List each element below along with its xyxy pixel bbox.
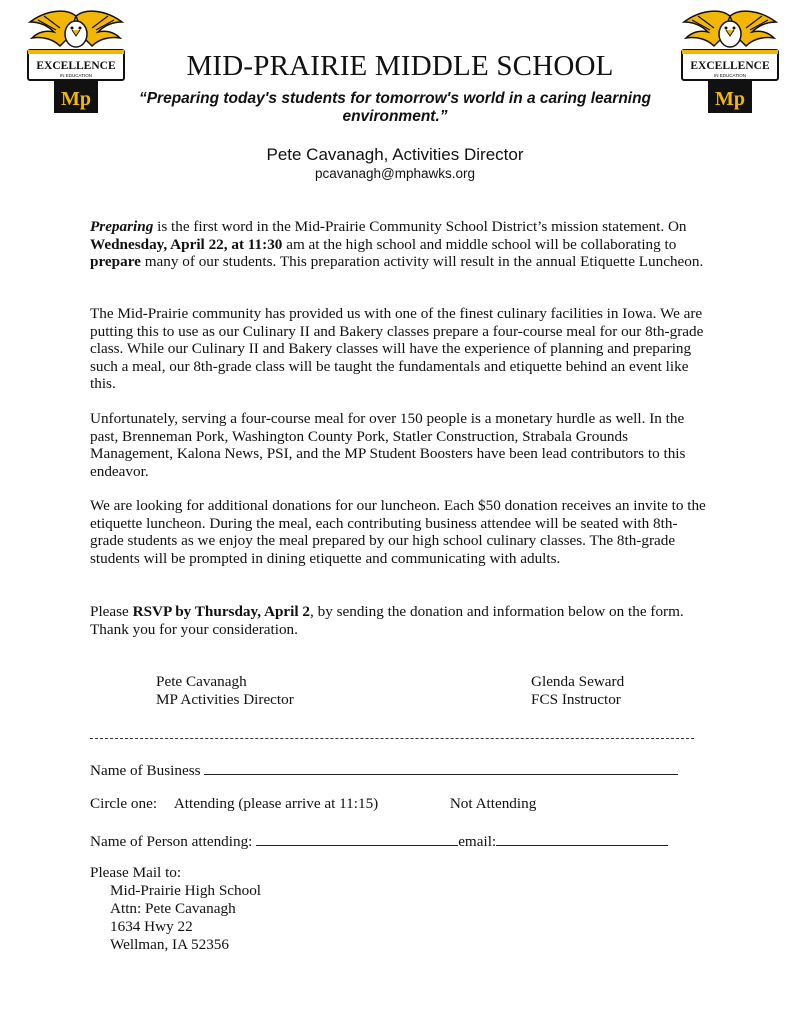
business-name-row bbox=[90, 760, 678, 780]
emphasis-preparing: Preparing bbox=[90, 218, 154, 235]
paragraph-text: many of our students. This preparation activity will result in the annual Etiquette Luncheon. bbox=[140, 253, 704, 271]
school-motto: “Preparing today's students for tomorrow's world in a caring learning environment.” bbox=[138, 90, 652, 125]
signature-title: FCS Instructor bbox=[531, 690, 621, 708]
paragraph-text: am at the high school and middle school will be collaborating to bbox=[282, 235, 677, 253]
paragraph-text: Please bbox=[90, 603, 133, 620]
signature-name: Glenda Seward bbox=[531, 673, 625, 690]
school-logo-left bbox=[26, 8, 126, 116]
not-attending-option[interactable]: Not Attending bbox=[449, 795, 537, 812]
email-field[interactable] bbox=[496, 831, 668, 846]
address-line: Mid-Prairie High School bbox=[110, 882, 262, 899]
director-name: Pete Cavanagh, Activities Director bbox=[266, 145, 524, 164]
paragraph-text: We are looking for additional donations for our luncheon. Each $50 donation receives an invite to the etiquette luncheon. During the meal, each contributing business attendee will be seated with 8th-grade students as we enjoy the meal prepared by our high school culinary classes. The 8th-grade students will be prompted in dining etiquette and communicating with adults. bbox=[90, 497, 706, 567]
hawk-icon bbox=[30, 11, 122, 47]
mailing-address bbox=[90, 864, 261, 954]
hawk-icon bbox=[684, 11, 776, 47]
paragraph-culinary bbox=[90, 305, 710, 393]
mail-heading: Please Mail to: bbox=[90, 864, 182, 881]
business-name-label: Name of Business bbox=[90, 762, 201, 779]
signature-name: Pete Cavanagh bbox=[156, 673, 247, 690]
logo-mark-text: Mp bbox=[715, 88, 745, 110]
email-label: email: bbox=[458, 833, 497, 850]
page-title: MID-PRAIRIE MIDDLE SCHOOL bbox=[186, 50, 614, 82]
person-name-label: Name of Person attending: bbox=[90, 833, 253, 850]
logo-badge-text: EXCELLENCE bbox=[690, 60, 770, 72]
rsvp-deadline: RSVP by Thursday, April 2 bbox=[132, 603, 310, 620]
person-name-field[interactable] bbox=[256, 831, 458, 846]
cut-line-divider bbox=[90, 738, 694, 739]
paragraph-rsvp bbox=[90, 603, 710, 638]
paragraph-text: The Mid-Prairie community has provided us with one of the finest culinary facilities in Iowa. We are putting this to use as our Culinary II and Bakery classes prepare a four-course meal for our 8th-grade class. While our Culinary II and Bakery classes will have the experience of planning and preparing such a meal, our 8th-grade class will be taught the fundamentals and etiquette behind an event like this. bbox=[90, 305, 704, 393]
signature-right bbox=[531, 673, 624, 708]
logo-mark-text: Mp bbox=[61, 88, 91, 110]
logo-badge-subtext: IN EDUCATION bbox=[714, 73, 746, 78]
school-logo-right bbox=[680, 8, 780, 116]
emphasis-prepare: prepare bbox=[90, 253, 141, 271]
circle-one-label: Circle one: bbox=[90, 795, 158, 812]
logo-badge-text: EXCELLENCE bbox=[36, 60, 116, 72]
address-line: Attn: Pete Cavanagh bbox=[110, 900, 236, 917]
paragraph-contributors bbox=[90, 410, 710, 480]
business-name-field[interactable] bbox=[204, 760, 678, 775]
paragraph-intro bbox=[90, 218, 710, 271]
attending-option[interactable]: Attending (please arrive at 11:15) bbox=[173, 795, 379, 812]
paragraph-text: Unfortunately, serving a four-course meal for over 150 people is a monetary hurdle as well. In the past, Brenneman Pork, Washington County Pork, Statler Construction, Strabala Grounds Management, Kalona News, PSI, and the MP Student Boosters have been lead contributors to this endeavor. bbox=[90, 410, 686, 480]
signature-left bbox=[156, 673, 294, 708]
address-line: Wellman, IA 52356 bbox=[110, 936, 229, 953]
address-line: 1634 Hwy 22 bbox=[110, 918, 193, 935]
attendee-row bbox=[90, 831, 668, 851]
event-date: Wednesday, April 22, at 11:30 bbox=[90, 235, 283, 253]
logo-badge-subtext: IN EDUCATION bbox=[60, 73, 92, 78]
paragraph-text: is the first word in the Mid-Prairie Community School District’s mission statement. On bbox=[153, 218, 687, 235]
paragraph-text: , by sending the donation and information below on the form. Thank you for your consideration. bbox=[90, 603, 684, 638]
signature-title: MP Activities Director bbox=[156, 690, 294, 708]
paragraph-donations bbox=[90, 497, 710, 567]
attendance-row bbox=[90, 795, 536, 813]
director-email: pcavanagh@mphawks.org bbox=[314, 166, 476, 181]
